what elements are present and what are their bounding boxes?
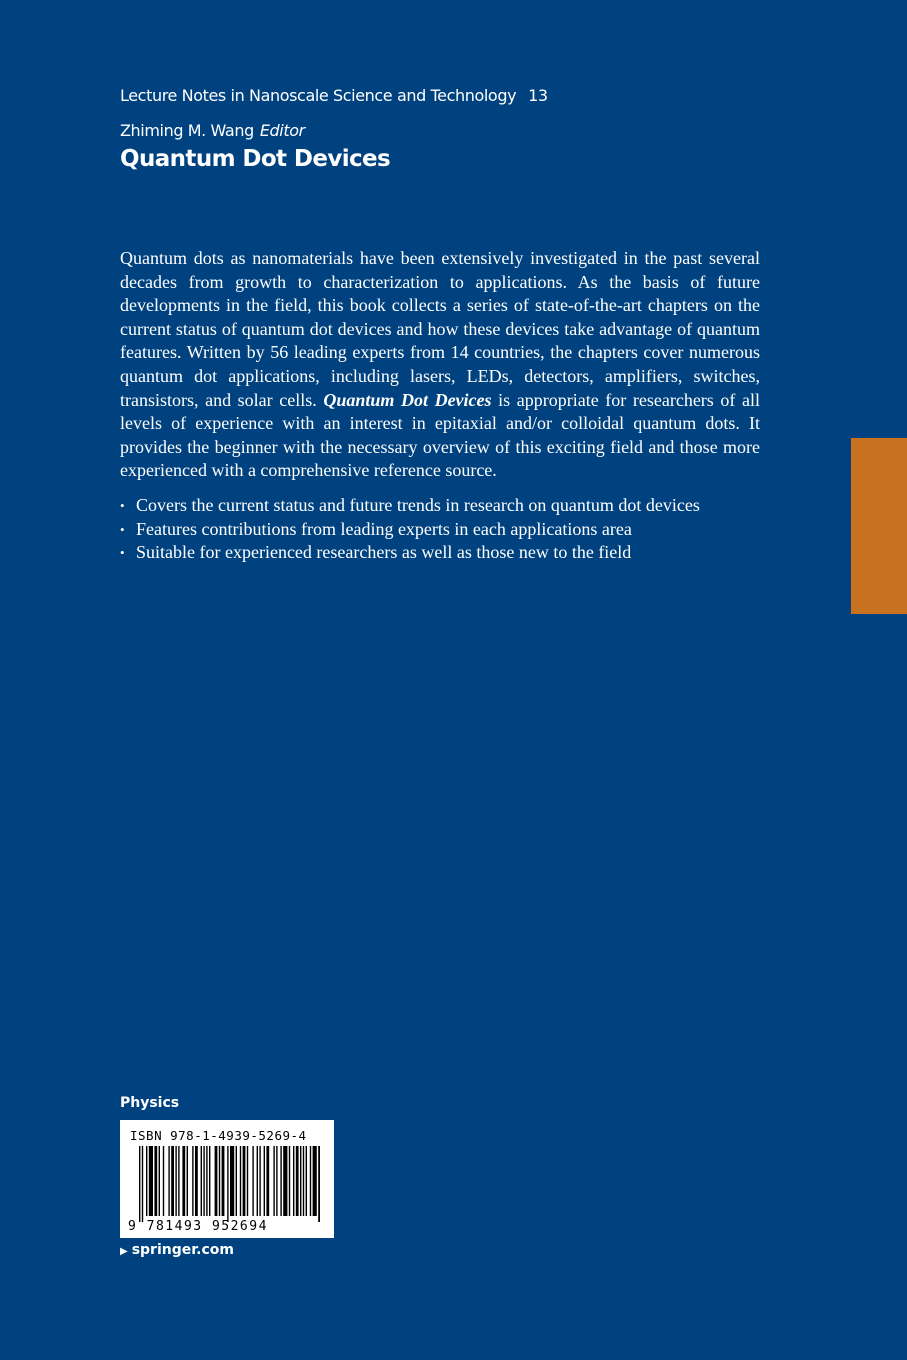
description-part-1: Quantum dots as nanomaterials have been extensively investigated in the past several decades from growth to characterization to applications. As the basis of future developments in the field, this book collects a series of state-of-the-art chapters on the current status of quantum dot devices and how these devices take advantage of quantum features. Written by 56 leading experts from 14 countries, the chapters cover numerous quantum dot applications, including lasers, LEDs, detectors, amplifiers, switches, transistors, and solar cells. — [120, 248, 760, 410]
feature-list — [120, 494, 780, 565]
website-text: springer.com — [131, 1242, 234, 1258]
series-line — [120, 86, 548, 105]
description-emphasis: Quantum Dot Devices — [323, 389, 492, 410]
feature-item: • Covers the current status and future trends in research on quantum dot devices — [120, 494, 780, 518]
editor-name: Zhiming M. Wang — [120, 121, 254, 140]
publisher-website — [120, 1242, 234, 1258]
isbn-label: ISBN 978-1-4939-5269-4 — [130, 1128, 307, 1143]
feature-item: • Features contributions from leading experts in each applications area — [120, 518, 780, 542]
feature-item: • Suitable for experienced researchers as well as those new to the field — [120, 541, 780, 565]
editor-role: Editor — [259, 121, 305, 140]
isbn-digits: 9 781493 952694 — [128, 1219, 268, 1234]
subject-label: Physics — [120, 1095, 180, 1111]
series-number: 13 — [528, 86, 548, 105]
book-description — [120, 247, 760, 483]
editor-line — [120, 121, 305, 140]
book-title: Quantum Dot Devices — [120, 146, 391, 172]
accent-tab — [851, 438, 907, 614]
description-part-2: is appropriate for researchers of all levels of experience with an interest in epitaxial and/or colloidal quantum dots. It provides the beginner with the necessary overview of this exciting field and those more experienced with a comprehensive reference source. — [120, 389, 760, 481]
play-arrow-icon: ▶ — [120, 1246, 128, 1257]
series-name: Lecture Notes in Nanoscale Science and Technology — [120, 86, 517, 105]
isbn-barcode-box — [120, 1120, 334, 1238]
